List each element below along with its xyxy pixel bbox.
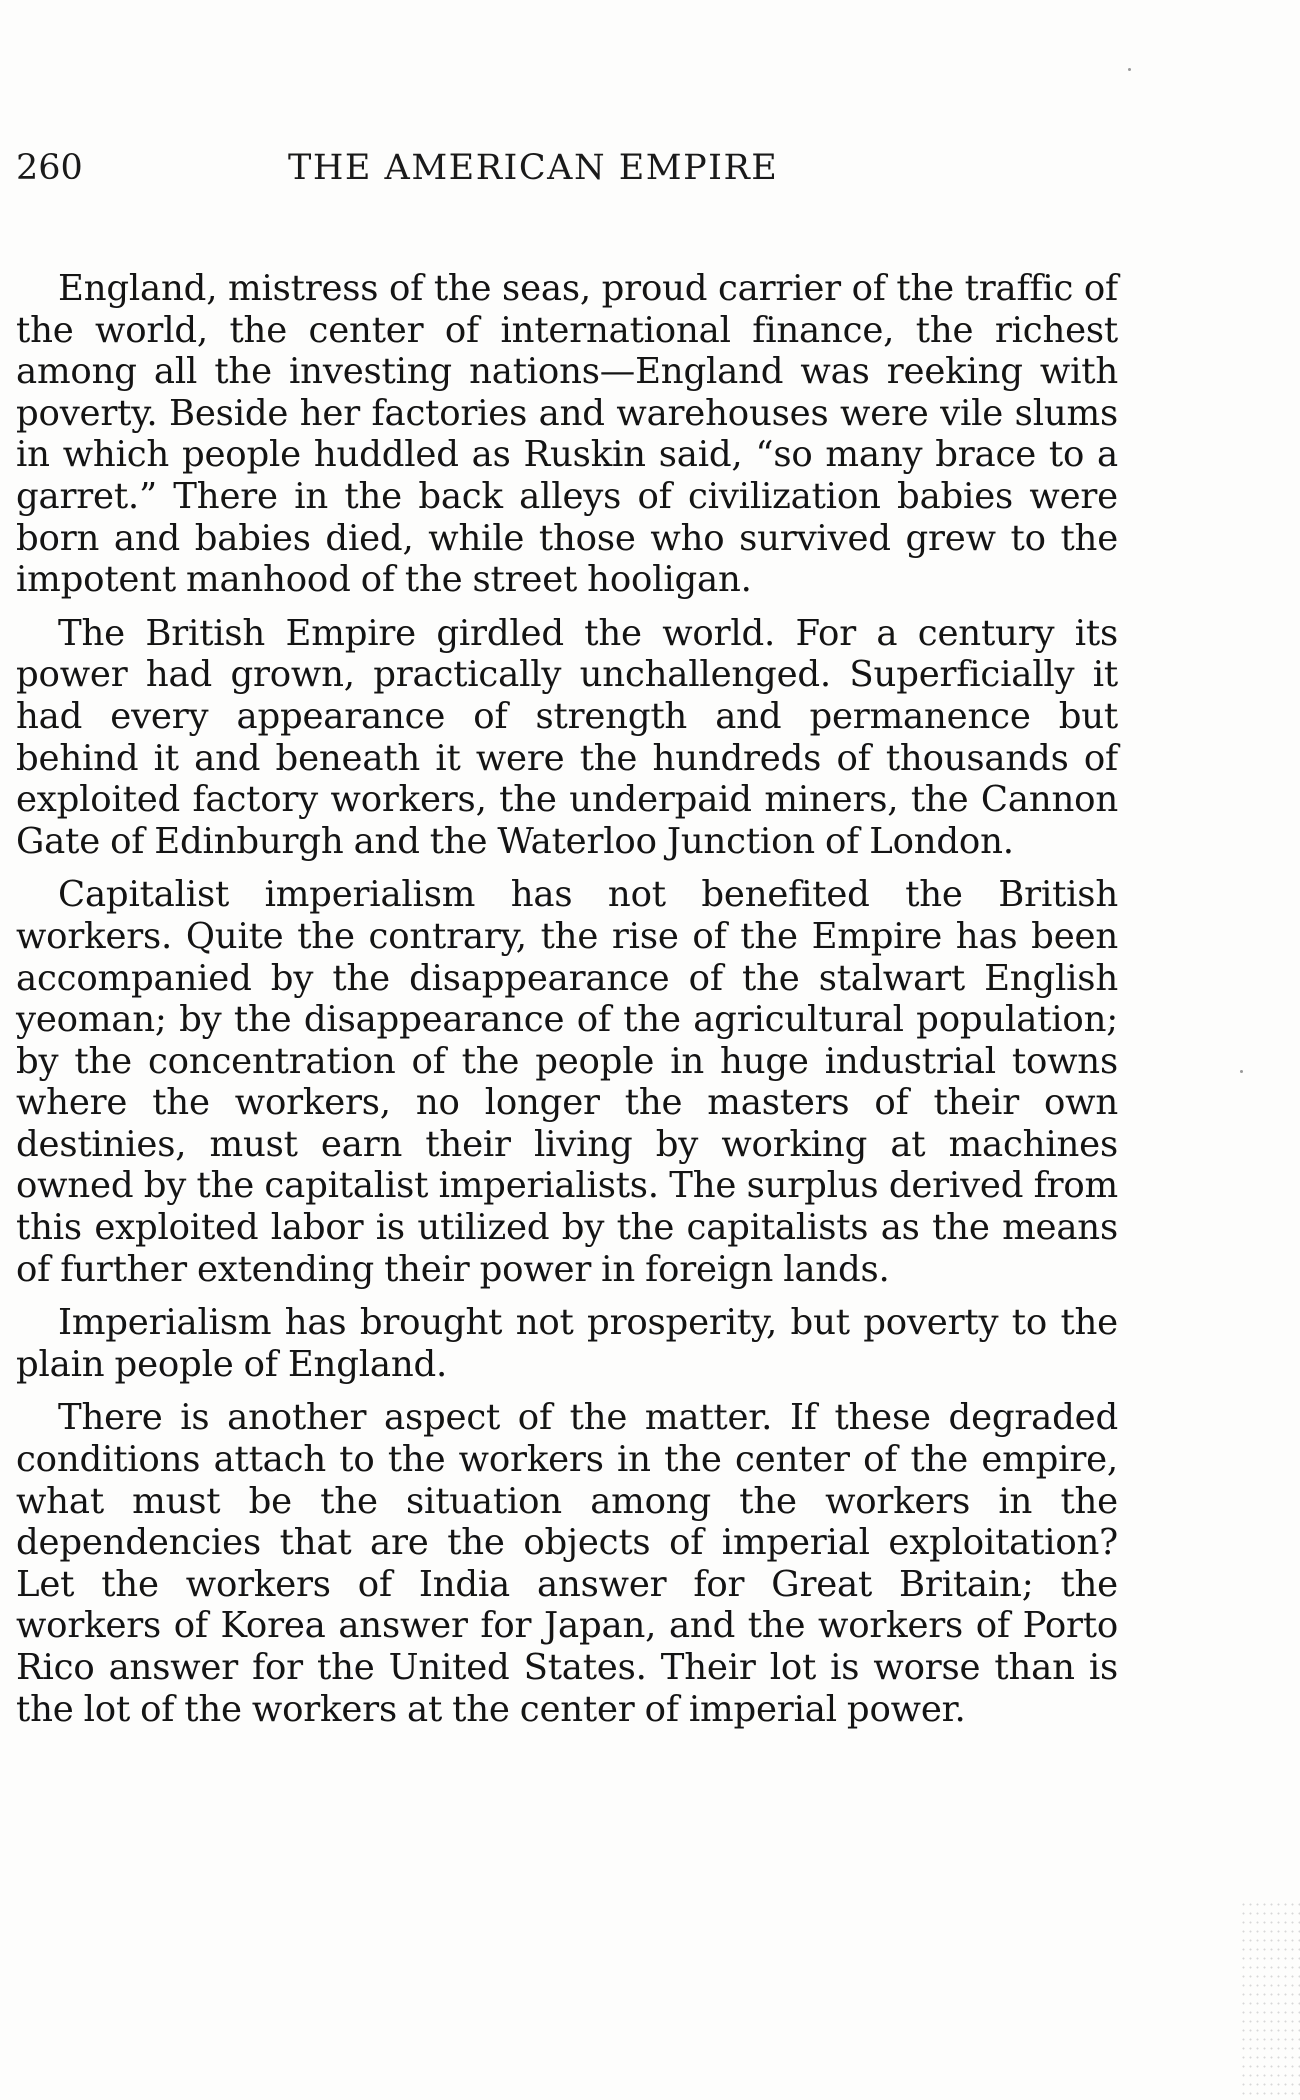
scan-edge-noise — [1240, 1900, 1300, 2100]
paragraph-capitalist-imperialism: Capitalist imperialism has not benefited the British workers. Quite the contrary, the rise of the Empire has been accompanied by the disappearance of the stalwart English yeoman; by the disappearance of the agricultural population; by the concentration of the people in huge industrial towns where the workers, no longer the masters of their own destinies, must earn their living by working at machines owned by the capitalist imperialists. The surplus derived from this exploited labor is utilized by the capitalists as the means of further extending their power in foreign lands. — [16, 874, 1118, 1290]
scan-speck — [1240, 1070, 1243, 1073]
body-text — [16, 268, 1118, 1742]
scan-speck — [1128, 68, 1131, 71]
running-head — [16, 148, 1116, 198]
book-title: THE AMERICAN EMPIRE — [288, 148, 779, 188]
page-number: 260 — [16, 148, 83, 188]
paragraph-dependencies: There is another aspect of the matter. If these degraded conditions attach to the workers in the center of the empire, what must be the situation among the workers in the dependencies that are the objects of imperial exploitation? Let the workers of India answer for Great Britain; the workers of Korea answer for Japan, and the workers of Porto Rico answer for the United States. Their lot is worse than is the lot of the workers at the center of imperial power. — [16, 1397, 1118, 1730]
paragraph-imperialism-poverty: Imperialism has brought not prosperity, but poverty to the plain people of England. — [16, 1302, 1118, 1385]
paragraph-british-empire: The British Empire girdled the world. For a century its power had grown, practically unchallenged. Superficially it had every appearance of strength and permanence but behind it and beneath it were the hundreds of thousands of exploited factory workers, the underpaid miners, the Cannon Gate of Edinburgh and the Waterloo Junction of London. — [16, 612, 1118, 862]
paragraph-england: England, mistress of the seas, proud carrier of the traffic of the world, the center of international finance, the richest among all the investing nations—England was reeking with poverty. Beside her factories and warehouses were vile slums in which people huddled as Ruskin said, “so many brace to a garret.” There in the back alleys of civilization babies were born and babies died, while those who survived grew to the impotent manhood of the street hooligan. — [16, 268, 1118, 601]
